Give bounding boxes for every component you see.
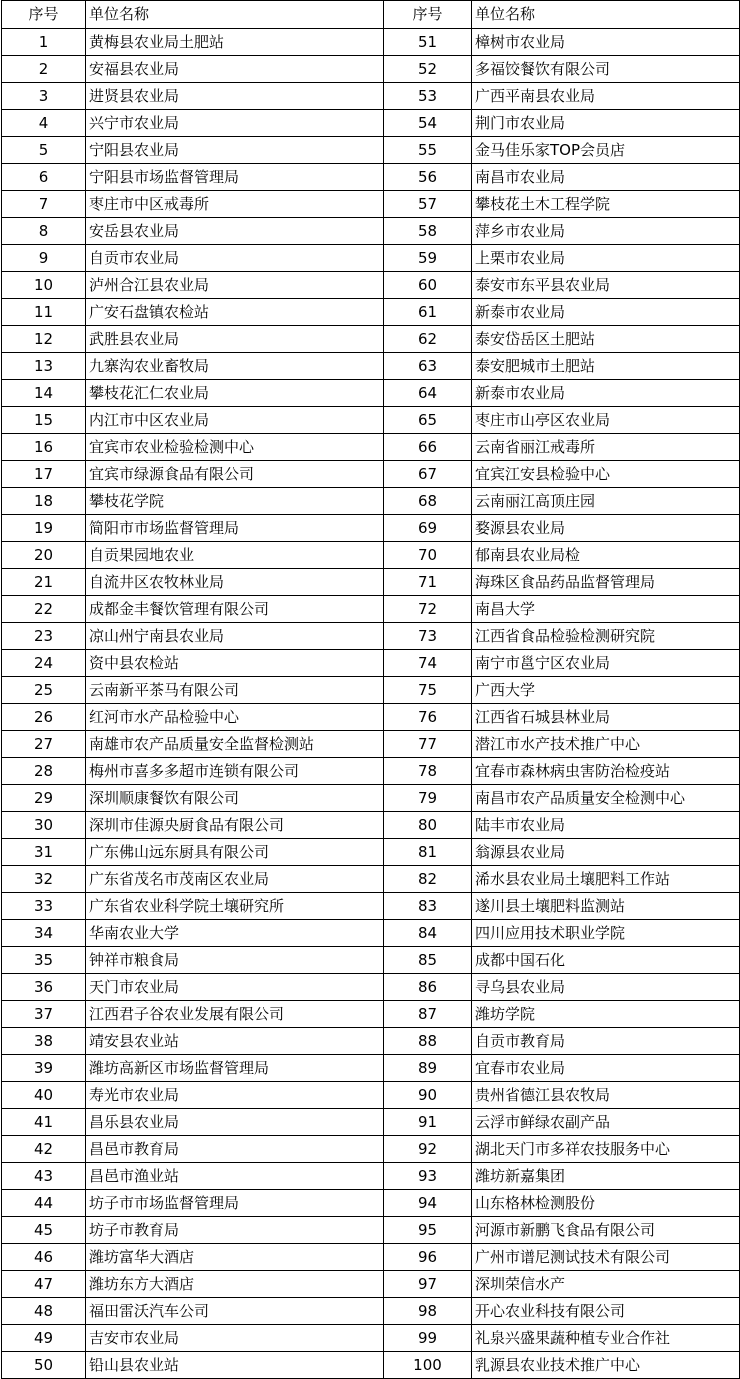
serial-cell-right: 74 xyxy=(384,650,472,677)
org-name-cell-right: 浠水县农业局土壤肥料工作站 xyxy=(472,866,740,893)
org-name-cell-left: 江西君子谷农业发展有限公司 xyxy=(86,1001,384,1028)
table-row xyxy=(2,1001,740,1028)
org-name-cell-left: 红河市水产品检验中心 xyxy=(86,704,384,731)
org-name-cell-left: 福田雷沃汽车公司 xyxy=(86,1298,384,1325)
org-name-cell-left: 广东省农业科学院土壤研究所 xyxy=(86,893,384,920)
table-row xyxy=(2,515,740,542)
org-name-cell-right: 潜江市水产技术推广中心 xyxy=(472,731,740,758)
org-name-cell-left: 深圳顺康餐饮有限公司 xyxy=(86,785,384,812)
serial-cell-right: 80 xyxy=(384,812,472,839)
table-row xyxy=(2,272,740,299)
serial-cell-right: 70 xyxy=(384,542,472,569)
serial-cell-left: 14 xyxy=(2,380,86,407)
table-body xyxy=(2,29,740,1379)
serial-cell-right: 65 xyxy=(384,407,472,434)
table-row xyxy=(2,1163,740,1190)
table-row xyxy=(2,488,740,515)
serial-cell-left: 16 xyxy=(2,434,86,461)
org-name-cell-left: 潍坊富华大酒店 xyxy=(86,1244,384,1271)
table-row xyxy=(2,1109,740,1136)
serial-cell-left: 26 xyxy=(2,704,86,731)
table-row xyxy=(2,461,740,488)
serial-cell-left: 37 xyxy=(2,1001,86,1028)
org-name-cell-left: 黄梅县农业局土肥站 xyxy=(86,29,384,56)
serial-cell-right: 57 xyxy=(384,191,472,218)
serial-cell-right: 98 xyxy=(384,1298,472,1325)
table-row xyxy=(2,137,740,164)
serial-cell-left: 21 xyxy=(2,569,86,596)
org-name-cell-left: 华南农业大学 xyxy=(86,920,384,947)
table-row xyxy=(2,1217,740,1244)
org-name-cell-right: 贵州省德江县农牧局 xyxy=(472,1082,740,1109)
org-name-cell-right: 江西省食品检验检测研究院 xyxy=(472,623,740,650)
org-name-cell-right: 多福饺餐饮有限公司 xyxy=(472,56,740,83)
serial-cell-left: 43 xyxy=(2,1163,86,1190)
serial-cell-left: 49 xyxy=(2,1325,86,1352)
table-row xyxy=(2,866,740,893)
org-name-cell-left: 自贡市农业局 xyxy=(86,245,384,272)
table-row xyxy=(2,920,740,947)
serial-cell-right: 55 xyxy=(384,137,472,164)
serial-cell-left: 40 xyxy=(2,1082,86,1109)
table-row xyxy=(2,353,740,380)
org-name-cell-right: 新泰市农业局 xyxy=(472,299,740,326)
org-name-cell-right: 南宁市邕宁区农业局 xyxy=(472,650,740,677)
serial-cell-left: 17 xyxy=(2,461,86,488)
org-name-cell-right: 寻乌县农业局 xyxy=(472,974,740,1001)
org-name-cell-right: 萍乡市农业局 xyxy=(472,218,740,245)
serial-cell-left: 42 xyxy=(2,1136,86,1163)
header-name-left: 单位名称 xyxy=(86,1,384,29)
serial-cell-left: 8 xyxy=(2,218,86,245)
serial-cell-right: 64 xyxy=(384,380,472,407)
org-name-cell-left: 宜宾市绿源食品有限公司 xyxy=(86,461,384,488)
org-name-cell-left: 攀枝花学院 xyxy=(86,488,384,515)
org-name-cell-right: 江西省石城县林业局 xyxy=(472,704,740,731)
table-row xyxy=(2,974,740,1001)
org-name-cell-left: 安福县农业局 xyxy=(86,56,384,83)
org-name-cell-right: 宜宾江安县检验中心 xyxy=(472,461,740,488)
table-row xyxy=(2,245,740,272)
org-name-cell-left: 昌邑市教育局 xyxy=(86,1136,384,1163)
org-name-cell-right: 泰安肥城市土肥站 xyxy=(472,353,740,380)
serial-cell-right: 51 xyxy=(384,29,472,56)
serial-cell-right: 96 xyxy=(384,1244,472,1271)
org-name-cell-left: 安岳县农业局 xyxy=(86,218,384,245)
serial-cell-left: 22 xyxy=(2,596,86,623)
table-row xyxy=(2,650,740,677)
serial-cell-right: 82 xyxy=(384,866,472,893)
org-name-cell-right: 上栗市农业局 xyxy=(472,245,740,272)
org-name-cell-right: 南昌大学 xyxy=(472,596,740,623)
serial-cell-right: 95 xyxy=(384,1217,472,1244)
header-row xyxy=(2,1,740,29)
table-row xyxy=(2,947,740,974)
serial-cell-left: 47 xyxy=(2,1271,86,1298)
org-name-cell-right: 四川应用技术职业学院 xyxy=(472,920,740,947)
org-name-cell-right: 深圳荣信水产 xyxy=(472,1271,740,1298)
serial-cell-right: 100 xyxy=(384,1352,472,1379)
org-name-cell-right: 海珠区食品药品监督管理局 xyxy=(472,569,740,596)
header-name-right: 单位名称 xyxy=(472,1,740,29)
org-name-cell-right: 樟树市农业局 xyxy=(472,29,740,56)
serial-cell-left: 20 xyxy=(2,542,86,569)
table-row xyxy=(2,299,740,326)
serial-cell-right: 81 xyxy=(384,839,472,866)
serial-cell-right: 88 xyxy=(384,1028,472,1055)
table-row xyxy=(2,785,740,812)
serial-cell-right: 78 xyxy=(384,758,472,785)
serial-cell-left: 36 xyxy=(2,974,86,1001)
serial-cell-right: 56 xyxy=(384,164,472,191)
org-name-cell-right: 潍坊新嘉集团 xyxy=(472,1163,740,1190)
serial-cell-right: 77 xyxy=(384,731,472,758)
org-name-cell-left: 靖安县农业站 xyxy=(86,1028,384,1055)
serial-cell-right: 52 xyxy=(384,56,472,83)
table-row xyxy=(2,218,740,245)
serial-cell-right: 54 xyxy=(384,110,472,137)
org-name-cell-left: 吉安市农业局 xyxy=(86,1325,384,1352)
table-row xyxy=(2,56,740,83)
org-name-cell-right: 开心农业科技有限公司 xyxy=(472,1298,740,1325)
org-name-cell-right: 泰安岱岳区土肥站 xyxy=(472,326,740,353)
serial-cell-right: 79 xyxy=(384,785,472,812)
table-row xyxy=(2,1082,740,1109)
serial-cell-left: 41 xyxy=(2,1109,86,1136)
org-name-cell-right: 广西大学 xyxy=(472,677,740,704)
org-name-cell-left: 宜宾市农业检验检测中心 xyxy=(86,434,384,461)
table-row xyxy=(2,623,740,650)
serial-cell-left: 30 xyxy=(2,812,86,839)
table-row xyxy=(2,812,740,839)
serial-cell-left: 18 xyxy=(2,488,86,515)
org-name-cell-left: 南雄市农产品质量安全监督检测站 xyxy=(86,731,384,758)
serial-cell-right: 53 xyxy=(384,83,472,110)
org-name-cell-left: 云南新平茶马有限公司 xyxy=(86,677,384,704)
org-name-cell-left: 凉山州宁南县农业局 xyxy=(86,623,384,650)
serial-cell-right: 58 xyxy=(384,218,472,245)
serial-cell-right: 83 xyxy=(384,893,472,920)
table-row xyxy=(2,704,740,731)
serial-cell-left: 4 xyxy=(2,110,86,137)
org-name-cell-right: 潍坊学院 xyxy=(472,1001,740,1028)
org-name-cell-left: 铅山县农业站 xyxy=(86,1352,384,1379)
serial-cell-left: 48 xyxy=(2,1298,86,1325)
org-name-cell-left: 自贡果园地农业 xyxy=(86,542,384,569)
table-row xyxy=(2,542,740,569)
org-name-cell-right: 宜春市农业局 xyxy=(472,1055,740,1082)
table-row xyxy=(2,164,740,191)
org-name-cell-left: 简阳市市场监督管理局 xyxy=(86,515,384,542)
org-name-cell-right: 攀枝花土木工程学院 xyxy=(472,191,740,218)
table-row xyxy=(2,569,740,596)
serial-cell-right: 92 xyxy=(384,1136,472,1163)
org-name-cell-right: 枣庄市山亭区农业局 xyxy=(472,407,740,434)
serial-cell-left: 28 xyxy=(2,758,86,785)
serial-cell-left: 32 xyxy=(2,866,86,893)
org-name-cell-right: 广州市谱尼测试技术有限公司 xyxy=(472,1244,740,1271)
org-name-cell-left: 广东佛山远东厨具有限公司 xyxy=(86,839,384,866)
org-name-cell-right: 南昌市农产品质量安全检测中心 xyxy=(472,785,740,812)
serial-cell-left: 10 xyxy=(2,272,86,299)
table-row xyxy=(2,731,740,758)
serial-cell-left: 19 xyxy=(2,515,86,542)
org-name-cell-left: 钟祥市粮食局 xyxy=(86,947,384,974)
org-name-cell-left: 泸州合江县农业局 xyxy=(86,272,384,299)
org-name-cell-left: 兴宁市农业局 xyxy=(86,110,384,137)
serial-cell-right: 68 xyxy=(384,488,472,515)
serial-cell-left: 3 xyxy=(2,83,86,110)
serial-cell-right: 86 xyxy=(384,974,472,1001)
serial-cell-left: 6 xyxy=(2,164,86,191)
table-row xyxy=(2,1190,740,1217)
serial-cell-right: 66 xyxy=(384,434,472,461)
serial-cell-left: 45 xyxy=(2,1217,86,1244)
org-name-cell-left: 坊子市教育局 xyxy=(86,1217,384,1244)
serial-cell-left: 31 xyxy=(2,839,86,866)
org-name-cell-left: 寿光市农业局 xyxy=(86,1082,384,1109)
table-row xyxy=(2,29,740,56)
org-name-cell-left: 宁阳县市场监督管理局 xyxy=(86,164,384,191)
org-name-cell-left: 成都金丰餐饮管理有限公司 xyxy=(86,596,384,623)
serial-cell-right: 85 xyxy=(384,947,472,974)
table-row xyxy=(2,839,740,866)
org-name-cell-left: 昌邑市渔业站 xyxy=(86,1163,384,1190)
org-name-cell-right: 山东格林检测股份 xyxy=(472,1190,740,1217)
org-name-cell-left: 昌乐县农业局 xyxy=(86,1109,384,1136)
serial-cell-right: 91 xyxy=(384,1109,472,1136)
org-name-cell-left: 枣庄市中区戒毒所 xyxy=(86,191,384,218)
org-name-cell-left: 资中县农检站 xyxy=(86,650,384,677)
serial-cell-left: 29 xyxy=(2,785,86,812)
table-row xyxy=(2,1028,740,1055)
org-name-cell-right: 郁南县农业局检 xyxy=(472,542,740,569)
table-row xyxy=(2,893,740,920)
serial-cell-right: 90 xyxy=(384,1082,472,1109)
serial-cell-right: 89 xyxy=(384,1055,472,1082)
serial-cell-right: 73 xyxy=(384,623,472,650)
serial-cell-right: 99 xyxy=(384,1325,472,1352)
org-name-cell-left: 宁阳县农业局 xyxy=(86,137,384,164)
header-serial-right: 序号 xyxy=(384,1,472,29)
org-name-cell-right: 云南丽江高顶庄园 xyxy=(472,488,740,515)
org-name-cell-right: 金马佳乐家TOP会员店 xyxy=(472,137,740,164)
serial-cell-right: 61 xyxy=(384,299,472,326)
table-row xyxy=(2,1271,740,1298)
org-name-cell-right: 自贡市教育局 xyxy=(472,1028,740,1055)
org-name-cell-right: 云浮市鲜绿农副产品 xyxy=(472,1109,740,1136)
serial-cell-right: 87 xyxy=(384,1001,472,1028)
serial-cell-left: 1 xyxy=(2,29,86,56)
table-row xyxy=(2,1325,740,1352)
serial-cell-right: 75 xyxy=(384,677,472,704)
org-name-cell-left: 潍坊高新区市场监督管理局 xyxy=(86,1055,384,1082)
serial-cell-left: 38 xyxy=(2,1028,86,1055)
serial-cell-left: 50 xyxy=(2,1352,86,1379)
org-name-cell-left: 深圳市佳源央厨食品有限公司 xyxy=(86,812,384,839)
serial-cell-left: 24 xyxy=(2,650,86,677)
org-name-cell-right: 广西平南县农业局 xyxy=(472,83,740,110)
org-name-cell-left: 内江市中区农业局 xyxy=(86,407,384,434)
serial-cell-left: 39 xyxy=(2,1055,86,1082)
serial-cell-right: 69 xyxy=(384,515,472,542)
serial-cell-right: 76 xyxy=(384,704,472,731)
org-name-cell-right: 婺源县农业局 xyxy=(472,515,740,542)
serial-cell-left: 7 xyxy=(2,191,86,218)
org-name-cell-right: 宜春市森林病虫害防治检疫站 xyxy=(472,758,740,785)
serial-cell-left: 9 xyxy=(2,245,86,272)
org-name-cell-right: 湖北天门市多祥农技服务中心 xyxy=(472,1136,740,1163)
table-row xyxy=(2,326,740,353)
table-row xyxy=(2,407,740,434)
table-row xyxy=(2,191,740,218)
serial-cell-right: 71 xyxy=(384,569,472,596)
org-name-cell-left: 潍坊东方大酒店 xyxy=(86,1271,384,1298)
org-name-cell-left: 武胜县农业局 xyxy=(86,326,384,353)
org-name-cell-left: 广安石盘镇农检站 xyxy=(86,299,384,326)
serial-cell-right: 59 xyxy=(384,245,472,272)
org-name-cell-left: 九寨沟农业畜牧局 xyxy=(86,353,384,380)
table-row xyxy=(2,1244,740,1271)
serial-cell-left: 2 xyxy=(2,56,86,83)
table-row xyxy=(2,1136,740,1163)
serial-cell-left: 46 xyxy=(2,1244,86,1271)
table-row xyxy=(2,83,740,110)
serial-cell-left: 15 xyxy=(2,407,86,434)
table-row xyxy=(2,758,740,785)
serial-cell-right: 94 xyxy=(384,1190,472,1217)
org-name-cell-right: 陆丰市农业局 xyxy=(472,812,740,839)
serial-cell-right: 93 xyxy=(384,1163,472,1190)
table-row xyxy=(2,110,740,137)
org-name-cell-left: 梅州市喜多多超市连锁有限公司 xyxy=(86,758,384,785)
org-name-cell-left: 天门市农业局 xyxy=(86,974,384,1001)
serial-cell-left: 5 xyxy=(2,137,86,164)
table-row xyxy=(2,434,740,461)
org-name-cell-left: 攀枝花汇仁农业局 xyxy=(86,380,384,407)
serial-cell-left: 27 xyxy=(2,731,86,758)
org-name-cell-right: 南昌市农业局 xyxy=(472,164,740,191)
table-row xyxy=(2,677,740,704)
serial-cell-left: 35 xyxy=(2,947,86,974)
serial-cell-left: 25 xyxy=(2,677,86,704)
serial-cell-right: 67 xyxy=(384,461,472,488)
org-name-cell-right: 遂川县土壤肥料监测站 xyxy=(472,893,740,920)
table-row xyxy=(2,1352,740,1379)
serial-cell-left: 23 xyxy=(2,623,86,650)
serial-cell-left: 44 xyxy=(2,1190,86,1217)
org-name-cell-right: 云南省丽江戒毒所 xyxy=(472,434,740,461)
serial-cell-right: 72 xyxy=(384,596,472,623)
serial-cell-right: 97 xyxy=(384,1271,472,1298)
serial-cell-right: 84 xyxy=(384,920,472,947)
table-row xyxy=(2,1055,740,1082)
serial-cell-left: 34 xyxy=(2,920,86,947)
header-serial-left: 序号 xyxy=(2,1,86,29)
serial-cell-right: 63 xyxy=(384,353,472,380)
org-name-cell-left: 自流井区农牧林业局 xyxy=(86,569,384,596)
org-name-cell-right: 乳源县农业技术推广中心 xyxy=(472,1352,740,1379)
org-name-cell-left: 坊子市市场监督管理局 xyxy=(86,1190,384,1217)
org-name-cell-left: 进贤县农业局 xyxy=(86,83,384,110)
serial-cell-left: 12 xyxy=(2,326,86,353)
org-name-cell-right: 礼泉兴盛果蔬种植专业合作社 xyxy=(472,1325,740,1352)
table-row xyxy=(2,380,740,407)
table-row xyxy=(2,1298,740,1325)
serial-cell-left: 33 xyxy=(2,893,86,920)
serial-cell-right: 62 xyxy=(384,326,472,353)
org-name-cell-right: 河源市新鹏飞食品有限公司 xyxy=(472,1217,740,1244)
org-name-cell-right: 泰安市东平县农业局 xyxy=(472,272,740,299)
org-name-cell-right: 成都中国石化 xyxy=(472,947,740,974)
serial-cell-right: 60 xyxy=(384,272,472,299)
org-name-cell-right: 荆门市农业局 xyxy=(472,110,740,137)
org-name-cell-left: 广东省茂名市茂南区农业局 xyxy=(86,866,384,893)
org-name-cell-right: 翁源县农业局 xyxy=(472,839,740,866)
table-row xyxy=(2,596,740,623)
serial-cell-left: 11 xyxy=(2,299,86,326)
serial-cell-left: 13 xyxy=(2,353,86,380)
organization-table xyxy=(1,0,740,1379)
org-name-cell-right: 新泰市农业局 xyxy=(472,380,740,407)
